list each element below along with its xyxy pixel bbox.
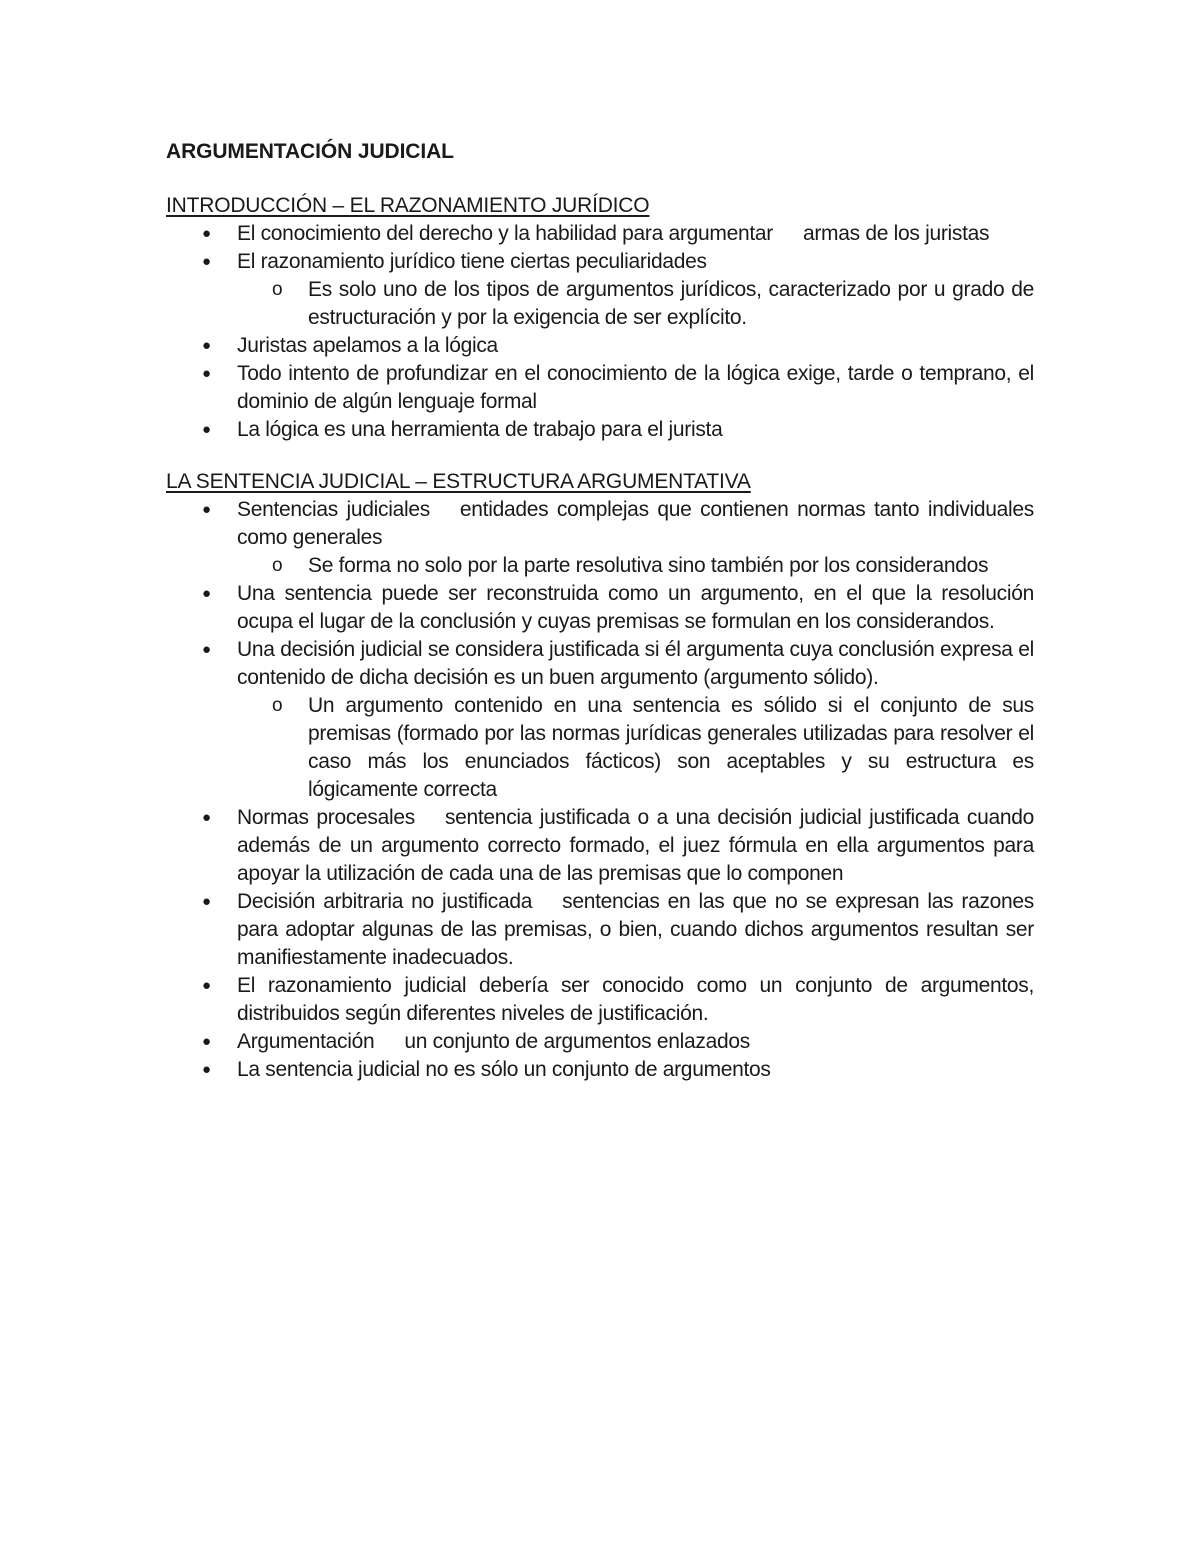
list-item-text: Una decisión judicial se considera justificada si él argumenta cuya conclusión expresa el contenido de dicha decisión es un buen argumento (argumento sólido). (237, 638, 1034, 689)
list-item-text-continued: armas de los juristas (802, 222, 990, 245)
list-item-text: El razonamiento jurídico tiene ciertas peculiaridades (237, 250, 707, 273)
bullet-icon: ● (202, 585, 211, 602)
list-item-text: Una sentencia puede ser reconstruida como un argumento, en el que la resolución ocupa el lugar de la conclusión y cuyas premisas se formulan en los considerandos. (237, 582, 1034, 633)
sub-list-item (166, 692, 1034, 804)
bullet-icon: ● (202, 421, 211, 438)
section-heading-sentencia-judicial: LA SENTENCIA JUDICIAL – ESTRUCTURA ARGUMENTATIVA (166, 470, 751, 493)
list-item (166, 332, 1034, 360)
sub-list-item (166, 276, 1034, 332)
bullet-icon: ● (202, 253, 211, 270)
bullet-icon: ● (202, 365, 211, 382)
section-heading-introduccion: INTRODUCCIÓN – EL RAZONAMIENTO JURÍDICO (166, 194, 650, 217)
list-item (166, 580, 1034, 636)
bullet-list-introduccion (166, 220, 1034, 444)
sub-list-item-text: Un argumento contenido en una sentencia es sólido si el conjunto de sus premisas (formado por las normas jurídicas generales utilizadas para resolver el caso más los enunciados fácticos) son aceptables y su estructura es lógicamente correcta (308, 694, 1034, 801)
list-item-text-continued: sentencia justificada o a una decisión judicial justificada cuando además de un argumento correcto formado, el juez fórmula en ella argumentos para apoyar la utilización de cada una de las premisas que lo componen (237, 806, 1035, 885)
bullet-icon: ● (202, 641, 211, 658)
list-item (166, 220, 1034, 248)
list-item (166, 496, 1034, 552)
list-item-text-continued: sentencias en las que no se expresan las razones para adoptar algunas de las premisas, o bien, cuando dichos argumentos resultan ser manifiestamente inadecuados. (237, 890, 1034, 969)
list-item (166, 972, 1034, 1028)
document-title: ARGUMENTACIÓN JUDICIAL (166, 140, 454, 163)
list-item (166, 416, 1034, 444)
list-item-text-continued: entidades complejas que contienen normas tanto individuales como generales (237, 498, 1034, 549)
list-item (166, 636, 1034, 692)
list-item-text: Decisión arbitraria no justificada (237, 890, 533, 913)
list-item (166, 888, 1034, 972)
bullet-icon: ● (202, 1061, 211, 1078)
list-item-text: Normas procesales (237, 806, 415, 829)
list-item-text: Argumentación (237, 1030, 375, 1053)
bullet-icon: ● (202, 809, 211, 826)
list-item (166, 360, 1034, 416)
sub-list-item (166, 552, 1034, 580)
document-page (166, 138, 1034, 1084)
sub-list-item-text: Se forma no solo por la parte resolutiva sino también por los considerandos (308, 554, 989, 577)
list-item-text: La sentencia judicial no es sólo un conjunto de argumentos (237, 1058, 771, 1081)
list-item-text: La lógica es una herramienta de trabajo para el jurista (237, 418, 723, 441)
bullet-icon: ● (202, 501, 211, 518)
list-item-text: Sentencias judiciales (237, 498, 430, 521)
list-item (166, 1028, 1034, 1056)
list-item (166, 1056, 1034, 1084)
list-item-text: El razonamiento judicial debería ser conocido como un conjunto de argumentos, distribuidos según diferentes niveles de justificación. (237, 974, 1034, 1025)
list-item-text: El conocimiento del derecho y la habilidad para argumentar (237, 222, 773, 245)
bullet-icon: ● (202, 893, 211, 910)
sub-bullet-icon: o (272, 695, 283, 716)
list-item (166, 804, 1034, 888)
list-item-text: Juristas apelamos a la lógica (237, 334, 498, 357)
bullet-icon: ● (202, 225, 211, 242)
list-item (166, 248, 1034, 276)
bullet-icon: ● (202, 1033, 211, 1050)
sub-bullet-icon: o (272, 555, 283, 576)
bullet-list-sentencia-judicial (166, 496, 1034, 1084)
sub-bullet-icon: o (272, 279, 283, 300)
list-item-text-continued: un conjunto de argumentos enlazados (404, 1030, 750, 1053)
sub-list-item-text: Es solo uno de los tipos de argumentos jurídicos, caracterizado por u grado de estructuración y por la exigencia de ser explícito. (308, 278, 1034, 329)
list-item-text: Todo intento de profundizar en el conocimiento de la lógica exige, tarde o temprano, el dominio de algún lenguaje formal (237, 362, 1034, 413)
bullet-icon: ● (202, 977, 211, 994)
bullet-icon: ● (202, 337, 211, 354)
